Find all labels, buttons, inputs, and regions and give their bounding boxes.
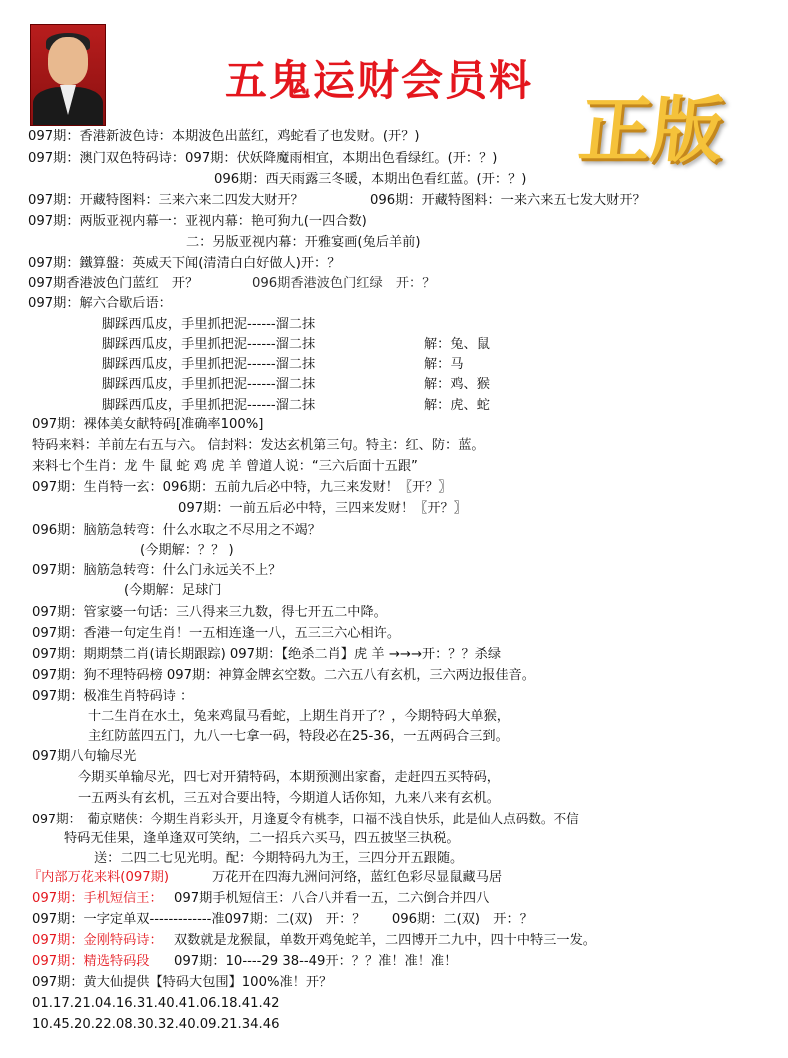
text-line: 096期：开藏特图料：一来六来五七发大财开？ (370, 193, 646, 208)
text-line: (今期解：足球门 (124, 583, 222, 598)
text-line: 097期：期期禁二肖(请长期跟踪) 097期：【绝杀二肖】虎 羊 →→→开：？？杀绿 (32, 647, 502, 662)
text-line: 特码无佳果，逢单逢双可笑纳，二一招兵六买马，四五披坚三执税。 (64, 831, 460, 846)
text-line: 096期香港波色门红绿 开：？ (252, 276, 436, 291)
text-line: 097期：香港新波色诗：本期波色出蓝红，鸡蛇看了也发财。(开？) (28, 129, 420, 144)
text-line: (今期解：？？ ) (140, 543, 234, 558)
text-line: 097期：解六合歇后语： (28, 296, 172, 311)
text-line: 解：马 (424, 357, 464, 372)
text-line: 097期手机短信王：八合八并看一五，二六倒合并四八 (174, 891, 490, 906)
portrait-photo (30, 24, 106, 126)
text-line-red: 097期：金刚特码诗： (32, 933, 163, 948)
text-line-red: 097期：手机短信王： (32, 891, 163, 906)
text-line: 特码来料：羊前左右五与六。 信封料：发达玄机第三句。特主：红、防：蓝。 (32, 438, 485, 453)
text-line: 097期：一字定单双-------------准097期：二(双) 开：？ 096期：二(双) 开：？ (32, 912, 533, 927)
text-line: 097期：极准生肖特码诗 ： (32, 689, 194, 704)
text-line: 10.45.20.22.08.30.32.40.09.21.34.46 (32, 1017, 280, 1032)
text-line-red: 『内部万花来料(097期) (28, 870, 169, 885)
text-line: 解：虎、蛇 (424, 398, 490, 413)
text-line: 096期：西天雨露三冬暖，本期出色看红蓝。(开：？) (214, 172, 527, 187)
text-line: 十二生肖在水土，兔来鸡鼠马看蛇，上期生肖开了？，今期特码大单猴， (88, 709, 510, 724)
text-line: 097期：10----29 38--49开：？？准！准！准！ (174, 954, 458, 969)
text-line: 097期：两版亚视内幕一：亚视内幕：艳可狗九(一四合数) (28, 214, 367, 229)
text-line: 097期：生肖特一玄：096期：五前九后必中特，九三来发财！〖开？〗 (32, 480, 452, 495)
text-line: 097期：鐵算盤：英威天下闻(清清白白好做人)开：？ (28, 256, 341, 271)
text-line: 097期：开藏特图料：三来六来二四发大财开？ (28, 193, 304, 208)
text-line: 01.17.21.04.16.31.40.41.06.18.41.42 (32, 996, 280, 1011)
text-line: 一五两头有玄机，三五对合要出特，今期道人话你知，九来八来有玄机。 (78, 791, 500, 806)
text-line: 脚踩西瓜皮，手里抓把泥------溜二抹 (102, 317, 316, 332)
text-line: 二：另版亚视内幕：开雅宴画(兔后羊前) (186, 235, 421, 250)
text-line: 097期：一前五后必中特，三四来发财！〖开？〗 (178, 501, 467, 516)
text-line: 脚踩西瓜皮，手里抓把泥------溜二抹 (102, 398, 316, 413)
text-line: 解：兔、鼠 (424, 337, 490, 352)
text-line: 脚踩西瓜皮，手里抓把泥------溜二抹 (102, 337, 316, 352)
text-line: 097期：管家婆一句话：三八得来三九数，得七开五二中降。 (32, 605, 387, 620)
text-line: 来料七个生肖：龙 牛 鼠 蛇 鸡 虎 羊 曾道人说：“三六后面十五跟” (32, 459, 418, 474)
text-line: 脚踩西瓜皮，手里抓把泥------溜二抹 (102, 357, 316, 372)
text-line: 096期：脑筋急转弯：什么水取之不尽用之不竭？ (32, 523, 321, 538)
text-line: 097期八句输尽光 (32, 749, 137, 764)
text-line: 送：二四二七见光明。配：今期特码九为王，三四分开五跟随。 (94, 851, 464, 866)
text-line: 097期香港波色门蓝红 开？ (28, 276, 199, 291)
text-line: 097期：香港一句定生肖！一五相连逢一八，五三三六心相许。 (32, 626, 401, 641)
text-line: 097期：狗不理特码榜 097期：神算金牌玄空数。二六五八有玄机，三六两边报佳音。 (32, 668, 535, 683)
text-line: 今期买单输尽光，四七对开猜特码，本期预测出家畜，走赶四五买特码， (78, 770, 500, 785)
text-line: 脚踩西瓜皮，手里抓把泥------溜二抹 (102, 377, 316, 392)
text-line: 097期：黄大仙提供【特码大包围】100%准！开？ (32, 975, 333, 990)
text-line: 097期：裸体美女献特码[准确率100%] (32, 417, 264, 432)
text-line-red: 097期：精选特码段 (32, 954, 150, 969)
text-line: 097期：脑筋急转弯：什么门永远关不上？ (32, 563, 282, 578)
text-line: 万花开在四海九洲问河络，蓝红色彩尽显鼠藏马居 (212, 870, 503, 885)
text-line: 双数就是龙猴鼠，单数开鸡兔蛇羊，二四博开二九中，四十中特三一发。 (174, 933, 596, 948)
text-line: 097期： 葡京赌侠：今期生肖彩头开，月逢夏令有桃李，口福不浅自快乐，此是仙人点码数。不信 (32, 811, 579, 826)
page-title: 五鬼运财会员料 (225, 56, 534, 105)
text-line: 主红防蓝四五门，九八一七拿一码，特段必在25-36，一五两码合三到。 (88, 729, 509, 744)
authentic-stamp: 正版 (574, 87, 728, 172)
text-line: 解：鸡、猴 (424, 377, 490, 392)
text-line: 097期：澳门双色特码诗：097期：伏妖降魔雨相宜，本期出色看绿红。(开：？) (28, 151, 498, 166)
